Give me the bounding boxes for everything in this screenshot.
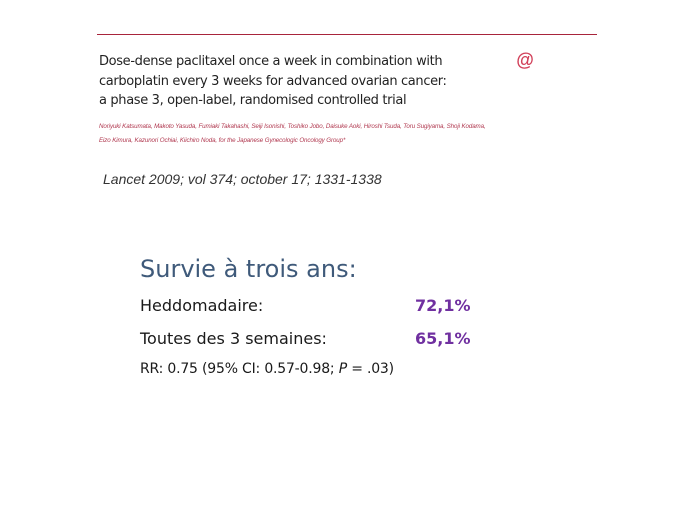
at-sign-icon: @	[516, 50, 534, 70]
survival-heading: Survie à trois ans:	[140, 255, 357, 283]
paper-title-line: carboplatin every 3 weeks for advanced ovarian cancer:	[99, 73, 447, 89]
risk-ratio-line	[140, 361, 394, 377]
rr-suffix: = .03)	[346, 361, 394, 377]
result-row-every-3-weeks	[140, 329, 480, 353]
journal-citation: Lancet 2009; vol 374; october 17; 1331-1338	[103, 171, 382, 187]
rr-prefix: RR: 0.75 (95% CI: 0.57-0.98;	[140, 361, 339, 377]
paper-title-line: Dose-dense paclitaxel once a week in combination with	[99, 54, 443, 69]
result-label: Heddomadaire:	[140, 296, 264, 315]
paper-title	[99, 52, 509, 111]
author-line: Noriyuki Katsumata, Makoto Yasuda, Fumiaki Takahashi, Seiji Isonishi, Toshiko Jobo, Daisuke Aoki, Hiroshi Tsuda, Toru Sugiyama, Shoji Kodama,	[99, 123, 486, 130]
paper-title-line: a phase 3, open-label, randomised controlled trial	[99, 93, 407, 108]
result-value: 72,1%	[415, 296, 471, 315]
top-rule	[97, 34, 597, 35]
author-line: Eizo Kimura, Kazunori Ochiai, Kiichiro Noda, for the Japanese Gynecologic Oncology Group*	[99, 137, 346, 144]
result-value: 65,1%	[415, 329, 471, 348]
rr-p-symbol: P	[338, 361, 347, 377]
result-row-weekly	[140, 296, 480, 320]
author-list	[99, 120, 519, 148]
result-label: Toutes des 3 semaines:	[140, 329, 327, 348]
